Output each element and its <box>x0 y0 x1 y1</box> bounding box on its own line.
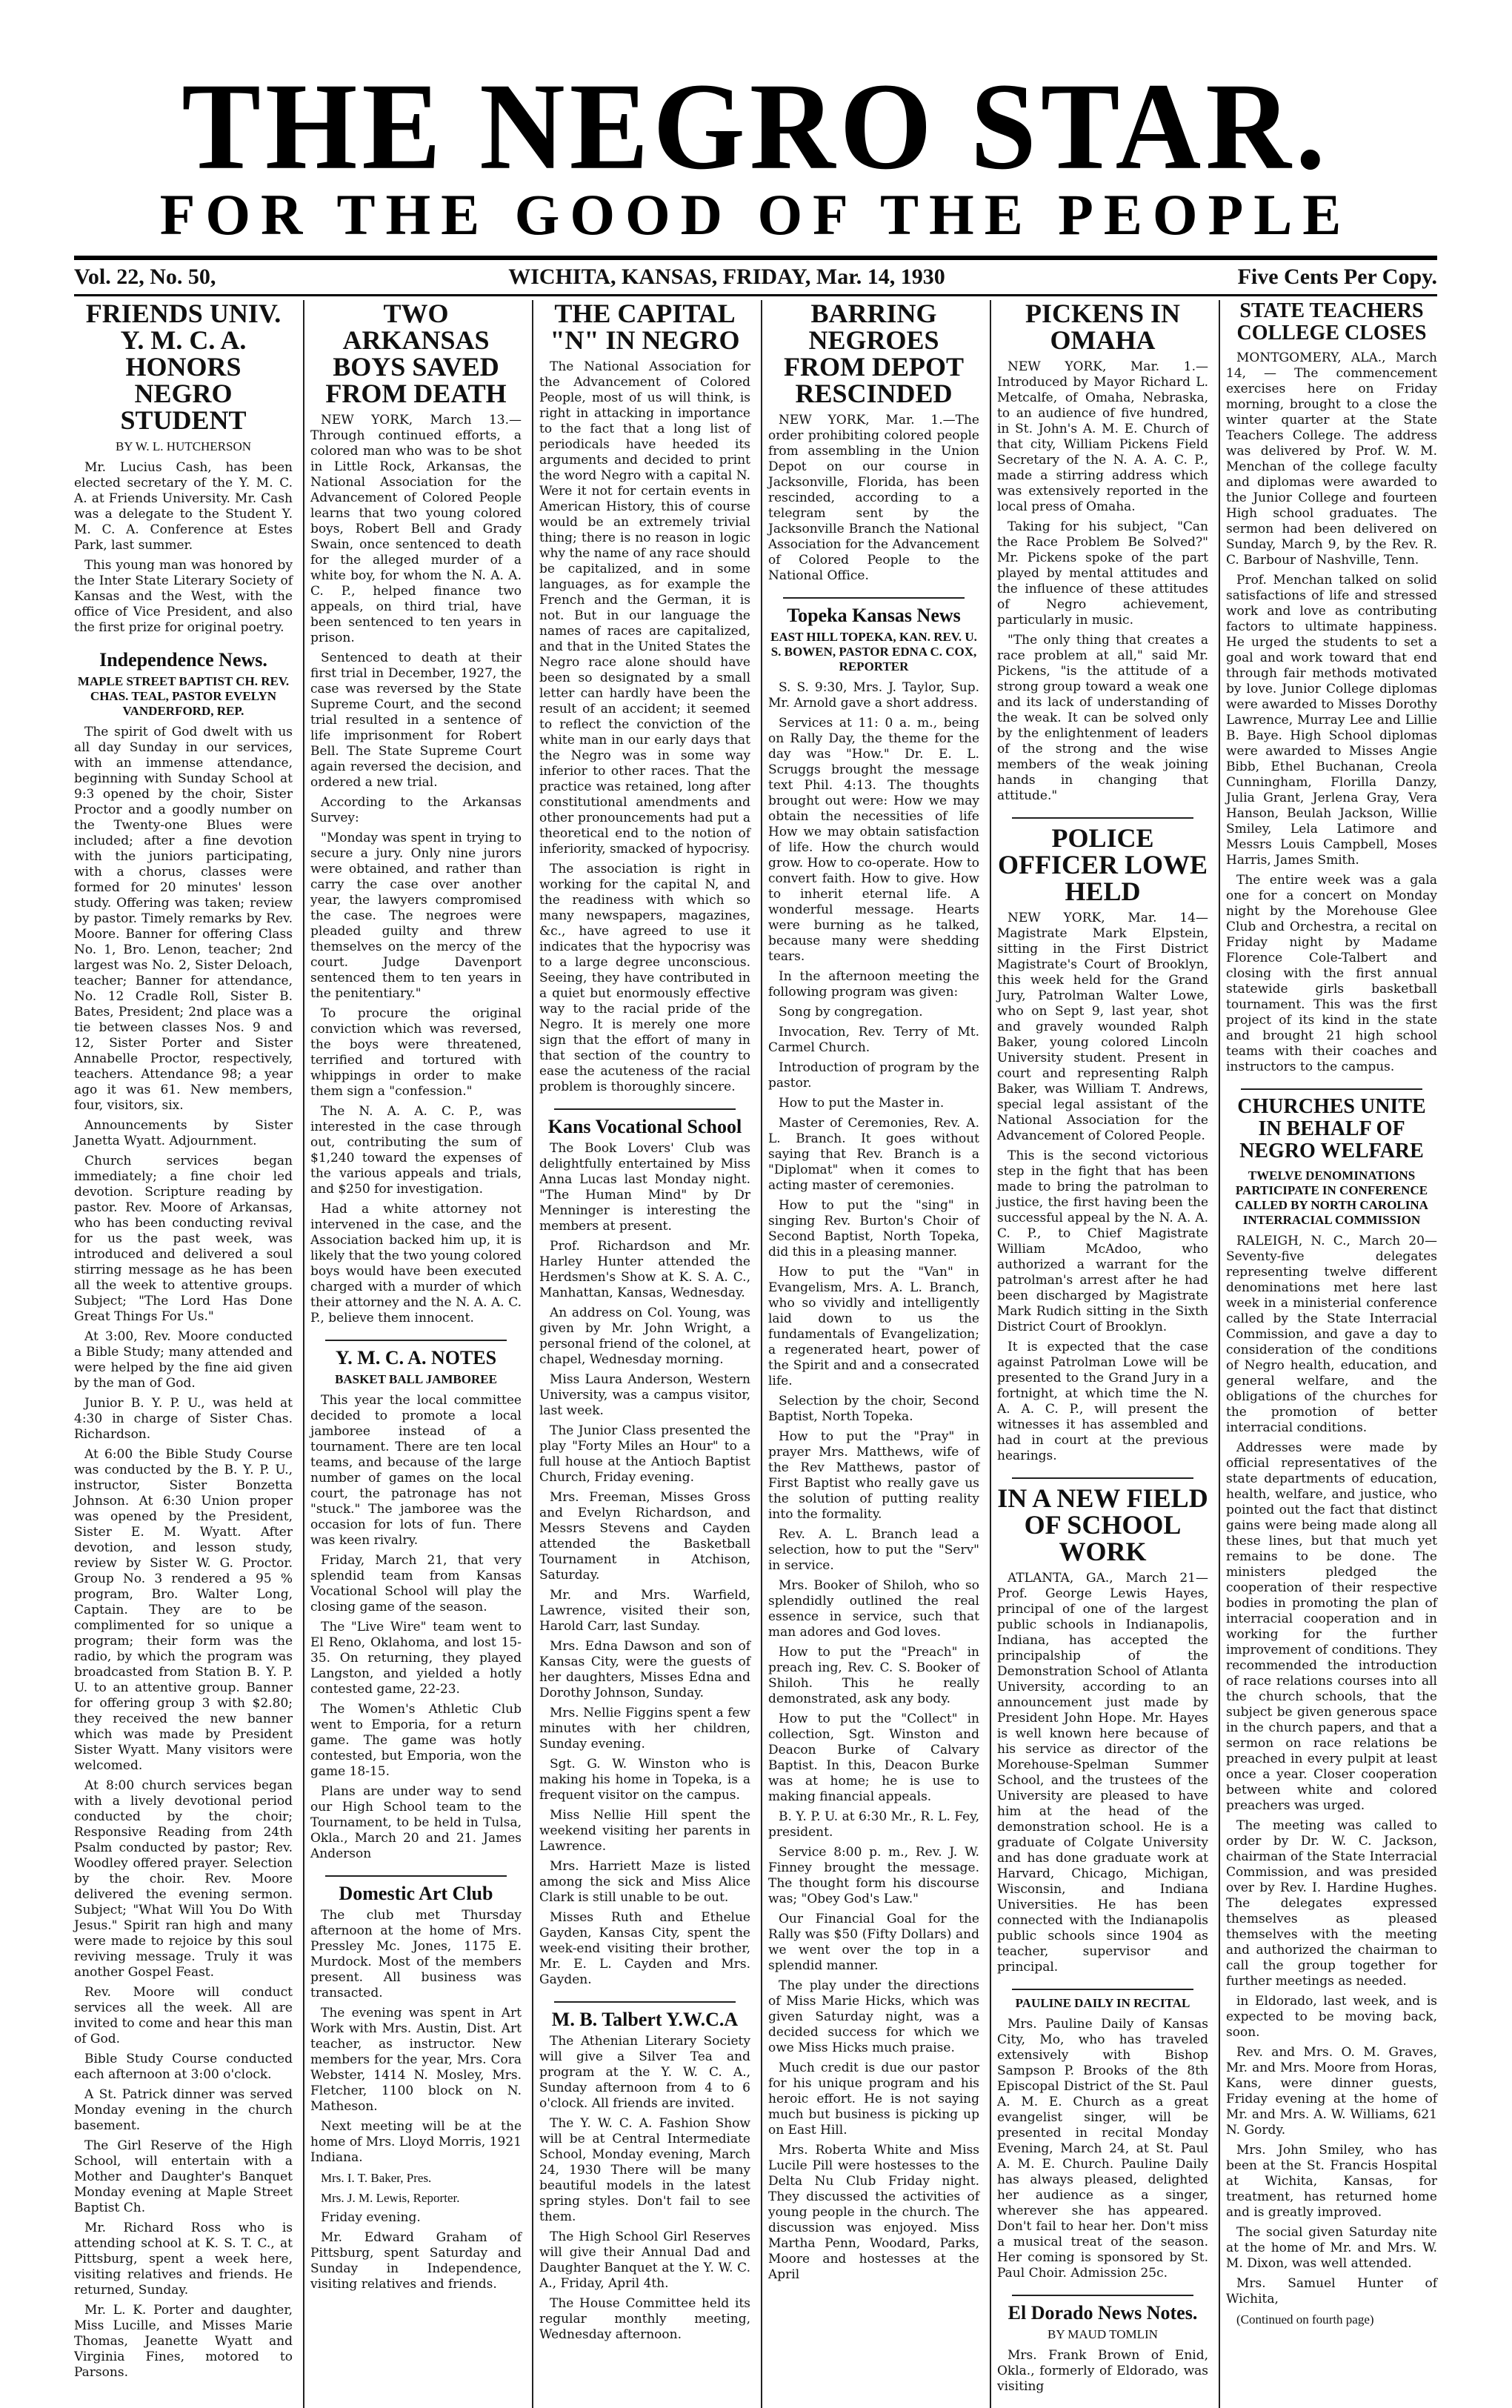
paragraph: How to put the "Van" in Evangelism, Mrs. A. L. Branch, who so vividly and intelligently laid down to us the fundamentals of Evangelization; a regenerated heart, power of the Spirit and and a consecrated life. <box>768 1265 979 1388</box>
article-body <box>310 1908 522 2292</box>
paragraph: Mrs. Harriett Maze is listed among the sick and Miss Alice Clark is still unable to be out. <box>539 1859 750 1905</box>
paragraph: Had a white attorney not intervened in the case, and the Association backed him up, it is likely that the two young colored boys would have been executed charged with a murder of which their attorney and the N. A. A. C. P., believe them innocent. <box>310 1202 522 1326</box>
paragraph: Rev. A. L. Branch lead a selection, how to put the "Serv" in service. <box>768 1527 979 1573</box>
paragraph: Mrs. Roberta White and Miss Lucile Pill were hostesses to the Delta Nu Club Friday night. They discussed the activities of young people in the church. The discussion was enjoyed. Miss Martha Penn, Woodard, Parks, Moore and hostesses at the April <box>768 2143 979 2282</box>
headline: PICKENS IN OMAHA <box>1025 299 1181 355</box>
column-6 <box>1219 300 1437 2408</box>
paragraph: Service 8:00 p. m., Rev. J. W. Finney brought the message. The thought form his discourse was; "Obey God's Law." <box>768 1845 979 1906</box>
paragraph: Prof. Richardson and Mr. Harley Hunter attended the Herdsmen's Show at K. S. A. C., Manhattan, Kansas, Wednesday. <box>539 1239 750 1300</box>
paragraph: The Book Lovers' Club was delightfully entertained by Miss Anna Lucas last Monday night. "The Human Mind" by Dr Menninger is interesting the members at present. <box>539 1141 750 1234</box>
paragraph: Master of Ceremonies, Rev. A. L. Branch. It goes without saying that Rev. Branch is a "Diplomat" when it comes to acting master of ceremonies. <box>768 1116 979 1193</box>
deck: TWELVE DENOMINATIONS PARTICIPATE IN CONFERENCE CALLED BY NORTH CAROLINA INTERRACIAL COMMISSION <box>1235 1168 1428 1227</box>
article-body <box>1226 1234 1437 2327</box>
column-3 <box>532 300 750 2408</box>
article-pickens-omaha <box>997 300 1208 804</box>
paragraph: The House Committee held its regular monthly meeting, Wednesday afternoon. <box>539 2296 750 2342</box>
volume-number: Vol. 22, No. 50, <box>74 265 216 289</box>
headline: Y. M. C. A. NOTES <box>335 1347 497 1368</box>
masthead-subtitle: FOR THE GOOD OF THE PEOPLE <box>159 182 1352 247</box>
paragraph: In the afternoon meeting the following program was given: <box>768 969 979 1000</box>
article-pauline-daily <box>997 1996 1208 2281</box>
headline: STATE TEACHERS COLLEGE CLOSES <box>1236 299 1427 345</box>
paragraph: Next meeting will be at the home of Mrs. Lloyd Morris, 1921 Indiana. <box>310 2119 522 2165</box>
article-body <box>539 1141 750 1988</box>
article-body <box>768 680 979 2283</box>
paragraph: The National Association for the Advancement of Colored People, most of us will think, is right in attacking in importance to the fact that a long list of periodicals have heeded its arguments and decided to print the word Negro with a capital N. Were it not for certain events in American History, this of course would be an extremely trivial thing; there is no reason in logic why the name of any race should be capitalized, and in some languages, as for example the French and the German, it is not. But in our language the names of races are capitalized, and that in the United States the Negro race alone should have been so designated by a small letter can hardly have been the result of an accident; it seemed to reflect the conviction of the white man in our early days that the Negro was in some way inferior to other races. That the practice was retained, long after constitutional amendments and other pronouncements had put a theoretical end to the notion of inferiority, smacked of hypocrisy. <box>539 359 750 857</box>
headline: Kans Vocational School <box>547 1116 742 1137</box>
paragraph: How to put the "Collect" in collection, Sgt. Winston and Deacon Burke of Calvary Baptist. In this, Deacon Burke was at home; he is use to making financial appeals. <box>768 1712 979 1804</box>
paragraph: Friday evening. <box>321 2210 421 2225</box>
headline: Topeka Kansas News <box>787 605 961 626</box>
deck: BASKET BALL JAMBOREE <box>335 1372 497 1386</box>
paragraph: Sentenced to death at their first trial in December, 1927, the case was reversed by the State Supreme Court, and the second trial resulted in a sentence of life imprisonment for Robert Bell. The State Supreme Court again reversed the decision, and ordered a new trial. <box>310 651 522 790</box>
headline: PAULINE DAILY IN RECITAL <box>1015 1996 1190 2010</box>
article-body <box>1226 350 1437 1075</box>
headline: TWO ARKANSAS BOYS SAVED FROM DEATH <box>325 299 507 408</box>
paragraph: It is expected that the case against Patrolman Lowe will be presented to the Grand Jury in a fortnight, at which time the N. A. A. C. P., will present the witnesses it has assembled and had in court at the previous hearings. <box>997 1340 1208 1463</box>
paragraph: NEW YORK, Mar. 14—Magistrate Mark Elpstein, sitting in the First District Magistrate's Court of Brooklyn, this week held for the Grand Jury, Patrolman Walter Lowe, who on Sept 9, last year, shot and gravely wounded Ralph Baker, young colored Lincoln University student. Present in court and representing Ralph Baker, was William T. Andrews, special legal assistant of the National Association for the Advancement of Colored People. <box>997 911 1208 1143</box>
paragraph: The Girl Reserve of the High School, will entertain with a Mother and Daughter's Banquet Monday evening at Maple Street Baptist Ch. <box>74 2138 293 2215</box>
paragraph: Mrs. Booker of Shiloh, who so splendidly outlined the real essence in service, such that man adores and God loves. <box>768 1578 979 1640</box>
article-domestic-art-club <box>310 1883 522 2292</box>
paragraph: (Continued on fourth page) <box>1236 2312 1374 2326</box>
paragraph: According to the Arkansas Survey: <box>310 795 522 825</box>
paragraph: Mrs. Frank Brown of Enid, Okla., formerly of Eldorado, was visiting <box>997 2348 1208 2394</box>
paragraph: The evening was spent in Art Work with Mrs. Austin, Dist. Art teacher, as instructor. New members for the year, Mrs. Cora Webster, 1414 N. Mosley, Mrs. Fletcher, 1100 block on N. Matheson. <box>310 2006 522 2114</box>
paragraph: Mr. Richard Ross who is attending school at K. S. T. C., at Pittsburg, spent a week here, visiting relatives and friends. He returned, Sunday. <box>74 2221 293 2298</box>
article-body <box>310 1393 522 1862</box>
article-body <box>997 1571 1208 1975</box>
article-body <box>997 359 1208 804</box>
article-body <box>539 2034 750 2343</box>
article-two-arkansas-boys <box>310 300 522 1326</box>
paragraph: The High School Girl Reserves will give their Annual Dad and Daughter Banquet at the Y. W. C. A., Friday, April 4th. <box>539 2229 750 2291</box>
headline: POLICE OFFICER LOWE HELD <box>997 823 1208 906</box>
divider <box>1012 2295 1193 2296</box>
paragraph: The Women's Athletic Club went to Emporia, for a return game. The game was hotly contested, but Emporia, won the game 18-15. <box>310 1702 522 1779</box>
paragraph: Sgt. G. W. Winston who is making his home in Topeka, is a frequent visitor on the campus. <box>539 1757 750 1803</box>
paragraph: S. S. 9:30, Mrs. J. Taylor, Sup. Mr. Arnold gave a short address. <box>768 680 979 711</box>
paragraph: NEW YORK, March 13.—Through continued efforts, a colored man who was to be shot in Little Rock, Arkansas, the National Association for the Advancement of Colored People learns that two young colored boys, Robert Bell and Grady Swain, once sentenced to death for the alleged murder of a white boy, for whom the N. A. A. C. P., helped finance two appeals, on third trial, have been sentenced to ten years in prison. <box>310 413 522 645</box>
divider <box>1012 817 1193 819</box>
paragraph: Junior B. Y. P. U., was held at 4:30 in charge of Sister Chas. Richardson. <box>74 1396 293 1442</box>
paragraph: How to put the "Pray" in prayer Mrs. Matthews, wife of the Rev Matthews, pastor of First Baptist who really gave us the solution of putting reality into the formality. <box>768 1429 979 1522</box>
masthead <box>74 56 1437 247</box>
divider <box>554 1108 736 1110</box>
article-capital-n <box>539 300 750 1095</box>
deck: MAPLE STREET BAPTIST CH. REV. CHAS. TEAL, PASTOR EVELYN VANDERFORD, REP. <box>77 674 290 718</box>
paragraph: Mr. L. K. Porter and daughter, Miss Lucille, and Misses Marie Thomas, Jeanette Wyatt and Virginia Fines, motored to Parsons. <box>74 2303 293 2380</box>
paragraph: Mr. and Mrs. Warfield, Lawrence, visited their son, Harold Carr, last Sunday. <box>539 1588 750 1634</box>
headline: FRIENDS UNIV. Y. M. C. A. HONORS NEGRO STUDENT <box>85 299 282 435</box>
column-1 <box>74 300 293 2408</box>
paragraph: Mr. Edward Graham of Pittsburg, spent Saturday and Sunday in Independence, visiting relatives and friends. <box>310 2230 522 2292</box>
paragraph: The spirit of God dwelt with us all day Sunday in our services, with an immense attendance, beginning with Sunday School at 9:3 opened by the choir, Sister Proctor and a goodly number on the Twenty-one Blues were included; after a fine devotion with the juniors participating, with a chorus, classes were formed for 20 minutes' lesson study. Offering was taken; review by pastor. Timely remarks by Rev. Moore. Banner for offering Class No. 1, Bro. Lenon, teacher; 2nd largest was No. 2, Sister Deloach, teacher; Banner for attendance, No. 12 Cradle Roll, Sister B. Bates, President; 2nd place was a tie between classes Nos. 9 and 12, Sister Porter and Sister Annabelle Proctor, respectively, teachers. Attendance 98; a year ago it was 61. New members, four, visitors, six. <box>74 725 293 1113</box>
paragraph: This young man was honored by the Inter State Literary Society of Kansas and the West, with the office of Vice President, and also the first prize for original poetry. <box>74 558 293 635</box>
article-body <box>539 359 750 1095</box>
paragraph: Rev. Moore will conduct services all the week. All are invited to come and hear this man of God. <box>74 1985 293 2046</box>
divider <box>1012 1477 1193 1479</box>
paragraph: At 3:00, Rev. Moore conducted a Bible Study; many attended and were helped by the fine aid given by the man of God. <box>74 1329 293 1391</box>
paragraph: Friday, March 21, that very splendid team from Kansas Vocational School will play the closing game of the season. <box>310 1553 522 1614</box>
divider <box>783 597 965 599</box>
masthead-title: THE NEGRO STAR. <box>181 56 1330 196</box>
paragraph: in Eldorado, last week, and is expected to be moving back, soon. <box>1226 1994 1437 2040</box>
paragraph: Rev. and Mrs. O. M. Graves, Mr. and Mrs. Moore from Horas, Kans, were dinner guests, Friday evening at the home of Mr. and Mrs. A. W. Williams, 621 N. Gordy. <box>1226 2045 1437 2138</box>
divider <box>1012 1989 1193 1990</box>
article-body <box>74 725 293 2381</box>
byline: BY MAUD TOMLIN <box>1048 2327 1158 2341</box>
article-topeka-news <box>768 605 979 2283</box>
article-police-officer-lowe <box>997 825 1208 1464</box>
paragraph: The N. A. A. C. P., was interested in the case through out, contributing the sum of $1,240 toward the expenses of the various appeals and trials, and $250 for investigation. <box>310 1104 522 1197</box>
article-independence-news <box>74 649 293 2381</box>
paragraph: Mrs. J. M. Lewis, Reporter. <box>321 2191 460 2205</box>
paragraph: Announcements by Sister Janetta Wyatt. Adjournment. <box>74 1118 293 1148</box>
headline: Domestic Art Club <box>339 1883 493 1904</box>
paragraph: Taking for his subject, "Can the Race Problem Be Solved?" Mr. Pickens spoke of the part played by mental attitudes and the influence of these attitudes of Negro achievement, particularly in music. <box>997 519 1208 628</box>
paragraph: Mrs. Samuel Hunter of Wichita, <box>1226 2276 1437 2306</box>
article-talbert-ywca <box>539 2009 750 2343</box>
headline: M. B. Talbert Y.W.C.A <box>551 2009 739 2030</box>
paragraph: How to put the "Preach" in preach ing, Rev. C. S. Booker of Shiloh. This he really demonstrated, ask any body. <box>768 1645 979 1706</box>
paragraph: Selection by the choir, Second Baptist, North Topeka. <box>768 1394 979 1424</box>
paragraph: Mrs. I. T. Baker, Pres. <box>321 2171 432 2185</box>
paragraph: The Junior Class presented the play "Forty Miles an Hour" to a full house at the Antioch Baptist Church, Friday evening. <box>539 1423 750 1485</box>
paragraph: Song by congregation. <box>779 1005 923 1020</box>
paragraph: How to put the "sing" in singing Rev. Burton's Choir of Second Baptist, North Topeka, did this in a pleasing manner. <box>768 1198 979 1260</box>
paragraph: Plans are under way to send our High School team to the Tournament, to be held in Tulsa, Okla., March 20 and 21. James Anderson <box>310 1784 522 1861</box>
paragraph: ATLANTA, GA., March 21—Prof. George Lewis Hayes, principal of one of the largest public schools in Indianapolis, Indiana, has accepted the principalship of the Demonstration School of Atlanta University, according to an announcement just made by President John Hope. Mr. Hayes is well known here because of his service as director of the Morehouse-Spelman Summer School, and the trustees of the University are pleased to have him at the head of the demonstration school. He is a graduate of Colgate University and has done graduate work at Harvard, Chicago, Michigan, Wisconsin, and Indiana Universities. He has been connected with the Indianapolis public schools since 1904 as teacher, supervisor and principal. <box>997 1571 1208 1975</box>
article-body <box>997 2348 1208 2395</box>
paragraph: Miss Nellie Hill spent the weekend visiting her parents in Lawrence. <box>539 1808 750 1854</box>
paragraph: The play under the directions of Miss Marie Hicks, which was given Saturday night, was a decided success for which we owe Miss Hicks much praise. <box>768 1978 979 2055</box>
paragraph: Services at 11: 0 a. m., being on Rally Day, the theme for the day was "How." Dr. E. L. Scruggs brought the message text Phil. 4:13. The thoughts brought out were: How we may obtain the necessities of life How we may obtain satisfaction of life. How the church would grow. How to co-operate. How to convert faith. How to give. How to inherit eternal life. A wonderful message. Hearts were burning as he talked, because many were shedding tears. <box>768 716 979 964</box>
paragraph: Addresses were made by official representatives of the state departments of education, health, welfare, and justice, who pointed out the fact that distinct gains were being made along all these lines, but that much yet remains to be done. The ministers pledged the cooperation of their respective bodies in promoting the plan of interracial cooperation and in working for the further improvement of conditions. They recommended the introduction of race relations courses into all the church schools, that the subject be given generous space in the church papers, and that a sermon on race relations be preached in every pulpit at least once a year. Closer cooperation between white and colored preachers was urged. <box>1226 1440 1437 1813</box>
headline: El Dorado News Notes. <box>1008 2302 1198 2324</box>
paragraph: The association is right in working for the capital N, and the readiness with which so many newspapers, magazines, &c., have agreed to use it indicates that the hypocrisy was to a large degree unconscious. Seeing, they have contributed in a quiet but enormously effective way to the racial pride of the Negro. It is merely one more sign that the effort of many in that section of the country to ease the acuteness of the racial problem is thoroughly sincere. <box>539 862 750 1094</box>
price: Five Cents Per Copy. <box>1237 265 1437 289</box>
paragraph: Church services began immediately; a fine choir led devotion. Scripture reading by pastor. Rev. Moore of Arkansas, who has been conducting revival for us the past week, was introduced and delivered a soul stirring message as he has been all the week to attentive groups. Subject; "The Lord Has Done Great Things For Us." <box>74 1154 293 1324</box>
paragraph: Prof. Menchan talked on solid satisfactions of life and stressed work and love as contributing factors to ultimate happiness. He urged the students to set a goal and work toward that end through fair methods motivated by love. Junior College diplomas were awarded to Misses Dorothy Lawrence, Murray Lee and Lillie B. Baye. High School diplomas were awarded to Misses Angie Bibb, Ethel Buchanan, Creola Cunningham, Florilla Danzy, Julia Grant, Jerlena Gray, Vera Hanson, Beulah Jackson, Willie Smiley, Lela Latimore and Messrs Louis Campbell, Moses Harris, James Smith. <box>1226 573 1437 868</box>
paragraph: The social given Saturday nite at the home of Mr. and Mrs. W. M. Dixon, was well attended. <box>1226 2225 1437 2271</box>
headline: THE CAPITAL "N" IN NEGRO <box>550 299 740 355</box>
paragraph: An address on Col. Young, was given by Mr. John Wright, a personal friend of the colonel, at chapel, Wednesday morning. <box>539 1306 750 1367</box>
article-friends-univ <box>74 300 293 636</box>
paragraph: Our Financial Goal for the Rally was $50 (Fifty Dollars) and we went over the top in a splendid manner. <box>768 1912 979 1973</box>
headline: BARRING NEGROES FROM DEPOT RESCINDED <box>784 299 964 408</box>
columns <box>74 299 1437 2394</box>
article-body <box>310 413 522 1326</box>
paragraph: The entire week was a gala one for a concert on Monday night by the Morehouse Glee Club and Orchestra, a recital on Friday night by Madame Florence Cole-Talbert and closing with the first annual statewide girls basketball tournament. This was the first project of its kind in the state and brought 21 high school teams with their coaches and instructors to the campus. <box>1226 873 1437 1074</box>
paragraph: Mrs. Pauline Daily of Kansas City, Mo, who has traveled extensively with Bishop Sampson P. Brooks of the 8th Episcopal District of the St. Paul A. M. E. Church as a great evangelist singer, will be presented in recital Monday Evening, March 24, at St. Paul A. M. E. Church. Pauline Daily has always pleased, delighted her audience as a singer, wherever she has appeared. Don't fail to hear her. Don't miss a musical treat of the season. Her coming is sponsored by St. Paul Choir. Admission 25c. <box>997 2017 1208 2281</box>
headline: Independence News. <box>99 649 267 671</box>
paragraph: B. Y. P. U. at 6:30 Mr., R. L. Fey, president. <box>768 1809 979 1840</box>
paragraph: NEW YORK, Mar. 1.—Introduced by Mayor Richard L. Metcalfe, of Omaha, Nebraska, to an audience of five hundred, in St. John's A. M. E. Church of that city, William Pickens Field Secretary of the N. A. A. C. P., made a stirring address which was extensively reported in the local press of Omaha. <box>997 359 1208 514</box>
paragraph: This year the local committee decided to promote a local jamboree instead of a tournament. There are ten local teams, and because of the large number of games on the local court, the patronage has not "stuck." The jamboree was the occasion for lots of fun. There was keen rivalry. <box>310 1393 522 1548</box>
paragraph: The "Live Wire" team went to El Reno, Oklahoma, and lost 15-35. On returning, they played Langston, and yielded a hotly contested game, 22-23. <box>310 1620 522 1697</box>
divider <box>325 1340 507 1341</box>
paragraph: At 6:00 the Bible Study Course was conducted by the B. Y. P. U., instructor, Sister Bonzetta Johnson. At 6:30 Union proper was opened by the President, Sister E. M. Wyatt. After devotion, and lesson study, review by Sister W. G. Proctor. Group No. 3 rendered a 95 % program, Bro. Walter Long, Captain. They are to be complimented for so unique a program; their form was the radio, by which the program was broadcasted from Station B. Y. P. U. to an attentive group. Banner for offering group 3 with $2.80; they received the new banner which was made by President Sister Wyatt. Many visitors were welcomed. <box>74 1447 293 1773</box>
article-body <box>997 2017 1208 2281</box>
article-kans-vocational <box>539 1116 750 1988</box>
paragraph: Misses Ruth and Ethelue Gayden, Kansas City, spent the week-end visiting their brother, Mr. E. L. Cayden and Mrs. Gayden. <box>539 1910 750 1987</box>
article-ymca-notes <box>310 1347 522 1862</box>
paragraph: Miss Laura Anderson, Western University, was a campus visitor, last week. <box>539 1372 750 1418</box>
paragraph: Introduction of program by the pastor. <box>768 1060 979 1091</box>
dateline <box>74 256 1437 296</box>
article-churches-unite <box>1226 1096 1437 2327</box>
paragraph: "The only thing that creates a race problem at all," said Mr. Pickens, "is the attitude of a strong group toward a weak one and its lack of understanding of the weak. It can be solved only by the enlightenment of leaders of the strong and the wise members of the weak joining hands in changing that attitude." <box>997 633 1208 803</box>
paragraph: Mrs. Edna Dawson and son of Kansas City, were the guests of her daughters, Misses Edna and Dorothy Johnson, Sunday. <box>539 1639 750 1700</box>
article-body <box>74 460 293 636</box>
paragraph: Mr. Lucius Cash, has been elected secretary of the Y. M. C. A. at Friends University. Mr. Cash was a delegate to the Student Y. M. C. A. Conference at Estes Park, last summer. <box>74 460 293 553</box>
article-barring-negroes <box>768 300 979 584</box>
headline: IN A NEW FIELD OF SCHOOL WORK <box>997 1483 1208 1566</box>
column-5 <box>990 300 1208 2408</box>
paragraph: Mrs. Freeman, Misses Gross and Evelyn Richardson, and Messrs Stevens and Cayden attended the Basketball Tournament in Atchison, Saturday. <box>539 1490 750 1583</box>
column-4 <box>761 300 979 2408</box>
headline: CHURCHES UNITE IN BEHALF OF NEGRO WELFARE <box>1237 1095 1426 1163</box>
paragraph: A St. Patrick dinner was served Monday evening in the church basement. <box>74 2087 293 2133</box>
paragraph: RALEIGH, N. C., March 20—Seventy-five delegates representing twelve different denominations met here last week in a ministerial conference called by the State Interracial Commission, and gave a day to consideration of the conditions of Negro health, education, and general welfare, and the obligations of the churches for the promotion of better interracial conditions. <box>1226 1234 1437 1435</box>
paragraph: The Y. W. C. A. Fashion Show will be at Central Intermediate School, Monday evening, March 24, 1930 There will be many beautiful models in the latest spring styles. Don't fail to see them. <box>539 2116 750 2224</box>
paragraph: MONTGOMERY, ALA., March 14, — The commencement exercises here on Friday morning, brought to a close the winter quarter at the State Teachers College. The address was delivered by Prof. W. M. Menchan of the college faculty and diplomas were awarded to the Junior College and fourteen High school graduates. The sermon had been delivered on Sunday, March 9, by the Rev. R. C. Barbour of Nashville, Tenn. <box>1226 350 1437 568</box>
byline: BY W. L. HUTCHERSON <box>115 439 252 453</box>
paragraph: NEW YORK, Mar. 1.—The order prohibiting colored people from assembling in the Union Depot on our course in Jacksonville, Florida, has been rescinded, according to a telegram sent by the Jacksonville Branch the National Association for the Advancement of Colored People to the National Office. <box>768 413 979 583</box>
newspaper-page <box>44 44 1468 2394</box>
paragraph: How to put the Master in. <box>779 1096 945 1111</box>
divider <box>554 2001 736 2003</box>
place-date: WICHITA, KANSAS, FRIDAY, Mar. 14, 1930 <box>508 265 945 289</box>
paragraph: Mrs. John Smiley, who has been at the St. Francis Hospital at Wichita, Kansas, for treatment, has returned home and is greatly improved. <box>1226 2143 1437 2220</box>
article-el-dorado-news <box>997 2302 1208 2395</box>
paragraph: Invocation, Rev. Terry of Mt. Carmel Church. <box>768 1025 979 1055</box>
paragraph: The club met Thursday afternoon at the home of Mrs. Pressley Mc. Jones, 1175 E. Murdock. Most of the members present. All business was transacted. <box>310 1908 522 2000</box>
article-state-teachers-college <box>1226 300 1437 1075</box>
paragraph: Bible Study Course conducted each afternoon at 3:00 o'clock. <box>74 2052 293 2082</box>
article-body <box>997 911 1208 1464</box>
paragraph: The meeting was called to order by Dr. W. C. Jackson, chairman of the State Interracial Commission, and was presided over by Rev. I. Hardine Hughes. The delegates expressed themselves as pleased themselves with the meeting and authorized the chairman to call the group together for further meetings as needed. <box>1226 1818 1437 1989</box>
deck: EAST HILL TOPEKA, KAN. REV. U. S. BOWEN, PASTOR EDNA C. COX, REPORTER <box>770 630 977 673</box>
article-new-field-school-work <box>997 1485 1208 1975</box>
paragraph: This is the second victorious step in the fight that has been made to bring the patrolman to justice, the first having been the successful appeal by the N. A. A. C. P., to Chief Magistrate William McAdoo, who authorized a warrant for the patrolman's arrest after he had been discharged by Magistrate Mark Rudich sitting in the Sixth District Court of Brooklyn. <box>997 1148 1208 1334</box>
paragraph: Mrs. Nellie Figgins spent a few minutes with her children, Sunday evening. <box>539 1706 750 1752</box>
paragraph: Much credit is due our pastor for his unique program and his heroic effort. He is not saying much but business is picking up on East Hill. <box>768 2061 979 2138</box>
paragraph: "Monday was spent in trying to secure a jury. Only nine jurors were obtained, and rather than carry the case over another year, the lawyers compromised the case. The negroes were pleaded guilty and threw themselves on the mercy of the court. Judge Davenport sentenced them to ten years in the penitentiary." <box>310 831 522 1001</box>
article-body <box>768 413 979 584</box>
divider <box>325 1875 507 1877</box>
paragraph: To procure the original conviction which was reversed, the boys were threatened, terrified and tortured with whippings in order to make them sign a "confession." <box>310 1006 522 1099</box>
divider <box>1241 1088 1422 1090</box>
paragraph: The Athenian Literary Society will give a Silver Tea and program at the Y. W. C. A., Sunday afternoon from 4 to 6 o'clock. All friends are invited. <box>539 2034 750 2111</box>
column-2 <box>303 300 522 2408</box>
paragraph: At 8:00 church services began with a lively devotional period conducted by the choir; Responsive Reading from 24th Psalm conducted by pastor; Rev. Woodley offered prayer. Selection by the choir. Rev. Moore delivered the evening sermon. Subject; "What Will You Do With Jesus." Spirit ran high and many were made to rejoice by this soul reviving message. Truly it was another Gospel Feast. <box>74 1778 293 1980</box>
